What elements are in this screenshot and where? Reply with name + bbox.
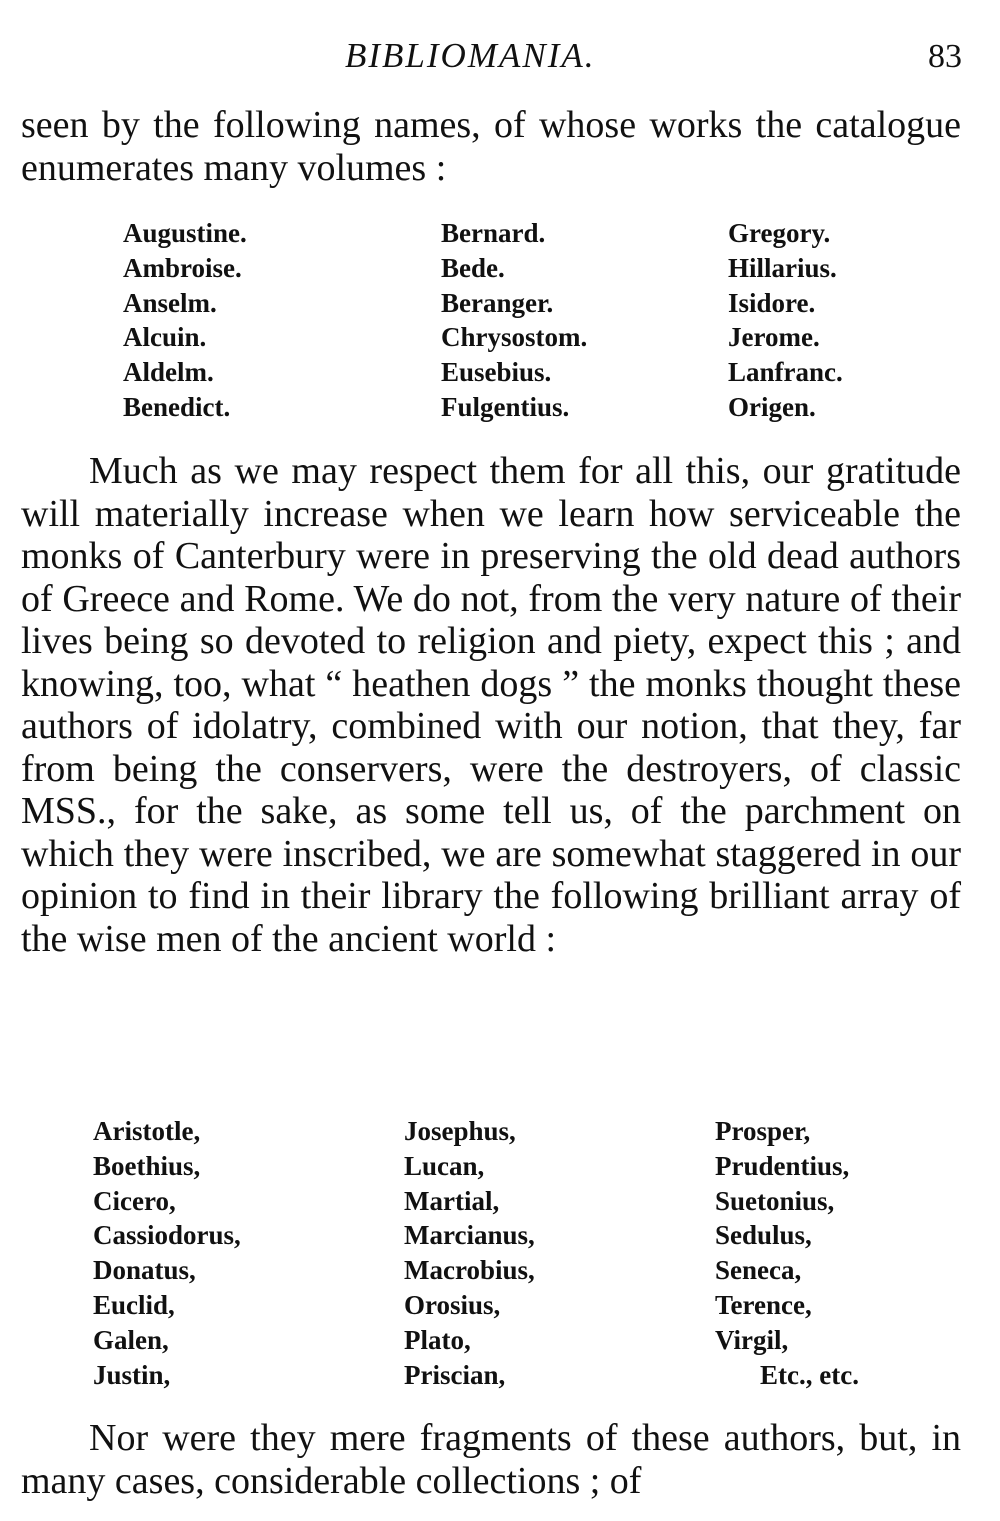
author-name: Josephus, [404,1116,516,1146]
author-name: Terence, [715,1289,812,1320]
author-name: Beranger. [441,287,554,318]
author-name: Alcuin. [123,322,207,353]
author-name: Fulgentius. [441,391,570,422]
author-name: Priscian, [404,1359,506,1390]
author-name: Justin, [93,1359,171,1390]
author-name: Jerome. [728,322,820,353]
author-name: Bernard. [441,218,546,248]
author-name: Eusebius. [441,357,552,388]
religious-authors-column-1 [123,216,247,425]
author-name: Seneca, [715,1255,802,1286]
etc-note: Etc., etc. [760,1359,859,1390]
author-name: Ambroise. [123,252,242,283]
religious-authors-column-3 [728,216,843,425]
author-name: Prudentius, [715,1150,850,1181]
author-name: Virgil, [715,1324,789,1355]
paragraph-intro: seen by the following names, of whose works the catalogue enumerates many volumes : [21,104,961,189]
author-name: Suetonius, [715,1185,835,1216]
author-name: Anselm. [123,287,217,318]
page-number: 83 [928,38,962,75]
author-name: Donatus, [93,1255,196,1286]
author-name: Cassiodorus, [93,1220,241,1251]
author-name: Galen, [93,1324,169,1355]
author-name: Gregory. [728,218,831,248]
author-name: Euclid, [93,1289,175,1320]
paragraph-continuation: Nor were they mere fragments of these authors, but, in many cases, considerable collections ; of [21,1417,961,1502]
author-name: Lanfranc. [728,357,843,388]
author-name: Isidore. [728,287,816,318]
running-title: BIBLIOMANIA. [345,36,596,75]
author-name: Aristotle, [93,1116,201,1146]
running-head [0,36,1000,80]
author-name: Augustine. [123,218,247,248]
author-name: Boethius, [93,1150,201,1181]
author-name: Sedulus, [715,1220,812,1251]
classical-authors-column-2 [404,1114,535,1392]
author-name: Marcianus, [404,1220,535,1251]
author-name: Benedict. [123,391,231,422]
author-name: Martial, [404,1185,500,1216]
author-name: Cicero, [93,1185,176,1216]
author-name: Hillarius. [728,252,837,283]
author-name: Origen. [728,391,816,422]
author-name: Bede. [441,252,505,283]
paragraph-body: Much as we may respect them for all this, our gratitude will materially increase when we learn how serviceable the monks of Canterbury were in preserving the old dead authors of Greece and Rome. We do not, from the very nature of their lives being so devoted to religion and piety, expect this ; and knowing, too, what “ heathen dogs ” the monks thought these authors of idolatry, combined with our notion, that they, far from being the conservers, were the destroyers, of classic MSS., for the sake, as some tell us, of the parchment on which they were inscribed, we are somewhat staggered in our opinion to find in their library the following brilliant array of the wise men of the ancient world : [21,450,961,960]
author-name: Plato, [404,1324,471,1355]
classical-authors-column-1 [93,1114,241,1392]
author-name: Macrobius, [404,1255,535,1286]
author-name: Lucan, [404,1150,485,1181]
classical-authors-column-3 [715,1114,859,1392]
author-name: Chrysostom. [441,322,588,353]
author-name: Prosper, [715,1116,811,1146]
author-name: Orosius, [404,1289,501,1320]
religious-authors-column-2 [441,216,587,425]
author-name: Aldelm. [123,357,214,388]
